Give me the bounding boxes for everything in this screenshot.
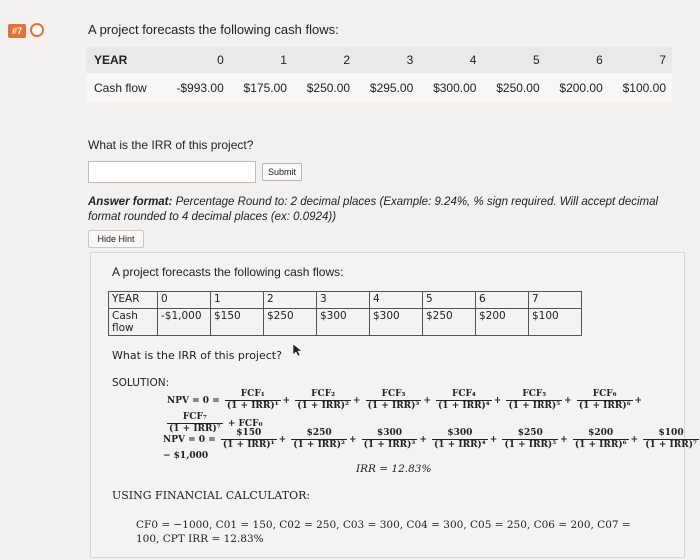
eq1-term [577,389,633,412]
hint-year-header: YEAR [109,292,158,309]
npv-formula-general: NPV = 0 = $\frac{\text{FCF₁}}{\text{(1 + IRR)¹}}$ + $\frac{\text{FCF₂}}{\text{(1 + IRR)²}}$ + $\frac{\text{FCF₃}}{\text{(1 + IRR)³}}$ + $\frac{\text{FCF₄}}{\text{(1 + IRR)⁴}}$ + $\frac{\text{FCF₅}}{\text{(1 + IRR)⁵}}$ + $\frac{\text{FCF₆}}{\text{(1 + IRR)⁶}}$ + $\frac{\text{FCF₇}}{\text{(1 + IRR)⁷}}$ + FCF₀ [167,389,643,434]
cash-flow-cell: $250.00 [496,81,540,95]
answer-format-text: Percentage Round to: 2 decimal places (Example: 9.24%, % sign required. Will accept decimal format rounded to 4 decimal places (ex: 0.0924)) [88,196,659,223]
eq2-term [362,428,418,451]
answer-format-label: Answer format: [88,196,173,208]
eq1-term [225,389,281,412]
eq1-num: FCF₂ [295,389,351,401]
eq1-num: FCF₃ [366,389,422,401]
cash-flow-header: Cash flow [94,81,147,95]
year-row [86,47,672,73]
hint-cash-flow-cell: $100 [529,309,582,336]
eq1-num: FCF₄ [436,389,492,401]
eq2-num: $300 [432,428,488,440]
eq1-den: (1 + IRR)⁵ [508,401,561,411]
eq1-num: FCF₅ [506,389,562,401]
cash-flow-row [86,73,672,103]
eq2-lhs: NPV = 0 = [163,434,216,445]
eq1-den: (1 + IRR)¹ [226,401,279,411]
eq2-num: $150 [221,428,277,440]
hint-cash-flow-cell: $250 [423,309,476,336]
cash-flow-cell: $175.00 [243,81,287,95]
hint-cash-label: Cash [112,310,138,322]
hint-cash-flow-table [108,291,582,336]
hint-year-cell: 5 [423,292,476,309]
eq1-den: (1 + IRR)⁷ [169,424,221,434]
hint-cash-flow-cell: -$1,000 [158,309,211,336]
eq1-den: (1 + IRR)⁴ [438,401,490,411]
eq1-term [295,389,351,412]
eq2-num: $250 [502,428,558,440]
eq2-term [643,428,699,451]
eq2-den: (1 + IRR)⁶ [574,440,627,450]
answer-format-note [88,195,668,225]
hint-cash-flow-row [109,309,582,336]
hint-year-cell: 6 [476,292,529,309]
hint-cash-flow-cell: $200 [476,309,529,336]
eq1-num: FCF₁ [225,389,281,401]
cash-flow-cell: $295.00 [369,81,414,95]
eq2-term [291,428,347,451]
hint-year-cell: 0 [158,292,211,309]
eq2-den: (1 + IRR)³ [363,440,416,450]
hint-year-cell: 1 [211,292,264,309]
irr-result: IRR = 12.83% [356,463,432,475]
eq1-den: (1 + IRR)² [297,401,349,411]
eq2-den: (1 + IRR)⁵ [504,440,557,450]
hint-cash-flow-cell: $300 [317,309,370,336]
eq2-num: $100 [643,428,699,440]
eq2-tail: − $1,000 [163,451,209,461]
cash-flow-cell: $250.00 [306,81,351,95]
calculator-label: USING FINANCIAL CALCULATOR: [112,489,311,502]
eq2-term [432,428,488,451]
eq1-term [366,389,422,412]
year-cell: 2 [343,53,351,67]
year-cell: 3 [406,53,414,67]
eq2-den: (1 + IRR)⁴ [434,440,486,450]
calculator-steps: CF0 = −1000, C01 = 150, C02 = 250, C03 = 300, C04 = 300, C05 = 250, C06 = 200, C07 = 100, CPT IRR = 12.83% [136,519,631,545]
hide-hint-button[interactable]: Hide Hint [88,230,144,248]
eq1-num: FCF₆ [577,389,633,401]
year-cell: 0 [217,53,224,67]
cash-flow-cell: -$993.00 [176,81,224,95]
npv-formula-values: NPV = 0 = $\frac{\$150}{\text{(1 + IRR)¹}}$ + $\frac{\$250}{\text{(1 + IRR)²}}$ + $\frac{\$300}{\text{(1 + IRR)³}}$ + $\frac{\$300}{\text{(1 + IRR)⁴}}$ + $\frac{\$250}{\text{(1 + IRR)⁵}}$ + $\frac{\$200}{\text{(1 + IRR)⁶}}$ + $\frac{\$100}{\text{(1 + IRR)⁷}}$ − $1,000 [163,428,697,461]
question-number-badge: #7 [8,24,26,38]
eq1-den: (1 + IRR)⁶ [578,401,631,411]
answer-input[interactable] [88,161,256,183]
hint-year-cell: 3 [317,292,370,309]
hint-cash-flow-cell: $250 [264,309,317,336]
eq1-tail: + FCF₀ [227,418,263,429]
eq1-num: FCF₇ [167,412,223,424]
question-prompt: A project forecasts the following cash flows: [88,22,339,37]
hint-flow-label: flow [112,322,134,334]
solution-label: SOLUTION: [112,377,170,389]
cash-flow-table [86,47,672,103]
cash-flow-cell: $200.00 [559,81,603,95]
eq2-den: (1 + IRR)¹ [222,440,275,450]
year-cell: 4 [469,53,477,67]
hint-year-cell: 4 [370,292,423,309]
eq2-term [221,428,277,451]
eq2-term [573,428,629,451]
hint-cash-flow-cell: $300 [370,309,423,336]
year-cell: 1 [280,53,287,67]
hint-question-text: What is the IRR of this project? [112,349,282,362]
eq1-term [506,389,562,412]
question-text: What is the IRR of this project? [88,138,254,152]
year-cell: 7 [659,53,666,67]
hint-cash-flow-cell: $150 [211,309,264,336]
eq1-lhs: NPV = 0 = [167,395,220,406]
eq2-den: (1 + IRR)² [293,440,345,450]
hint-year-cell: 2 [264,292,317,309]
eq2-num: $200 [573,428,629,440]
mouse-cursor-icon [292,343,302,362]
year-header: YEAR [94,53,128,67]
hint-year-cell: 7 [529,292,582,309]
cash-flow-cell: $300.00 [433,81,477,95]
hint-prompt: A project forecasts the following cash flows: [112,265,344,279]
question-status-icon [30,23,44,37]
eq1-term [436,389,492,412]
year-cell: 6 [596,53,603,67]
eq2-num: $300 [362,428,418,440]
year-cell: 5 [532,53,540,67]
hint-year-row [109,292,582,309]
eq1-den: (1 + IRR)³ [367,401,420,411]
eq2-term [502,428,558,451]
eq2-num: $250 [291,428,347,440]
eq2-den: (1 + IRR)⁷ [645,440,697,450]
hint-cash-flow-header [109,309,158,336]
cash-flow-cell: $100.00 [622,81,666,95]
submit-button[interactable]: Submit [262,163,302,181]
